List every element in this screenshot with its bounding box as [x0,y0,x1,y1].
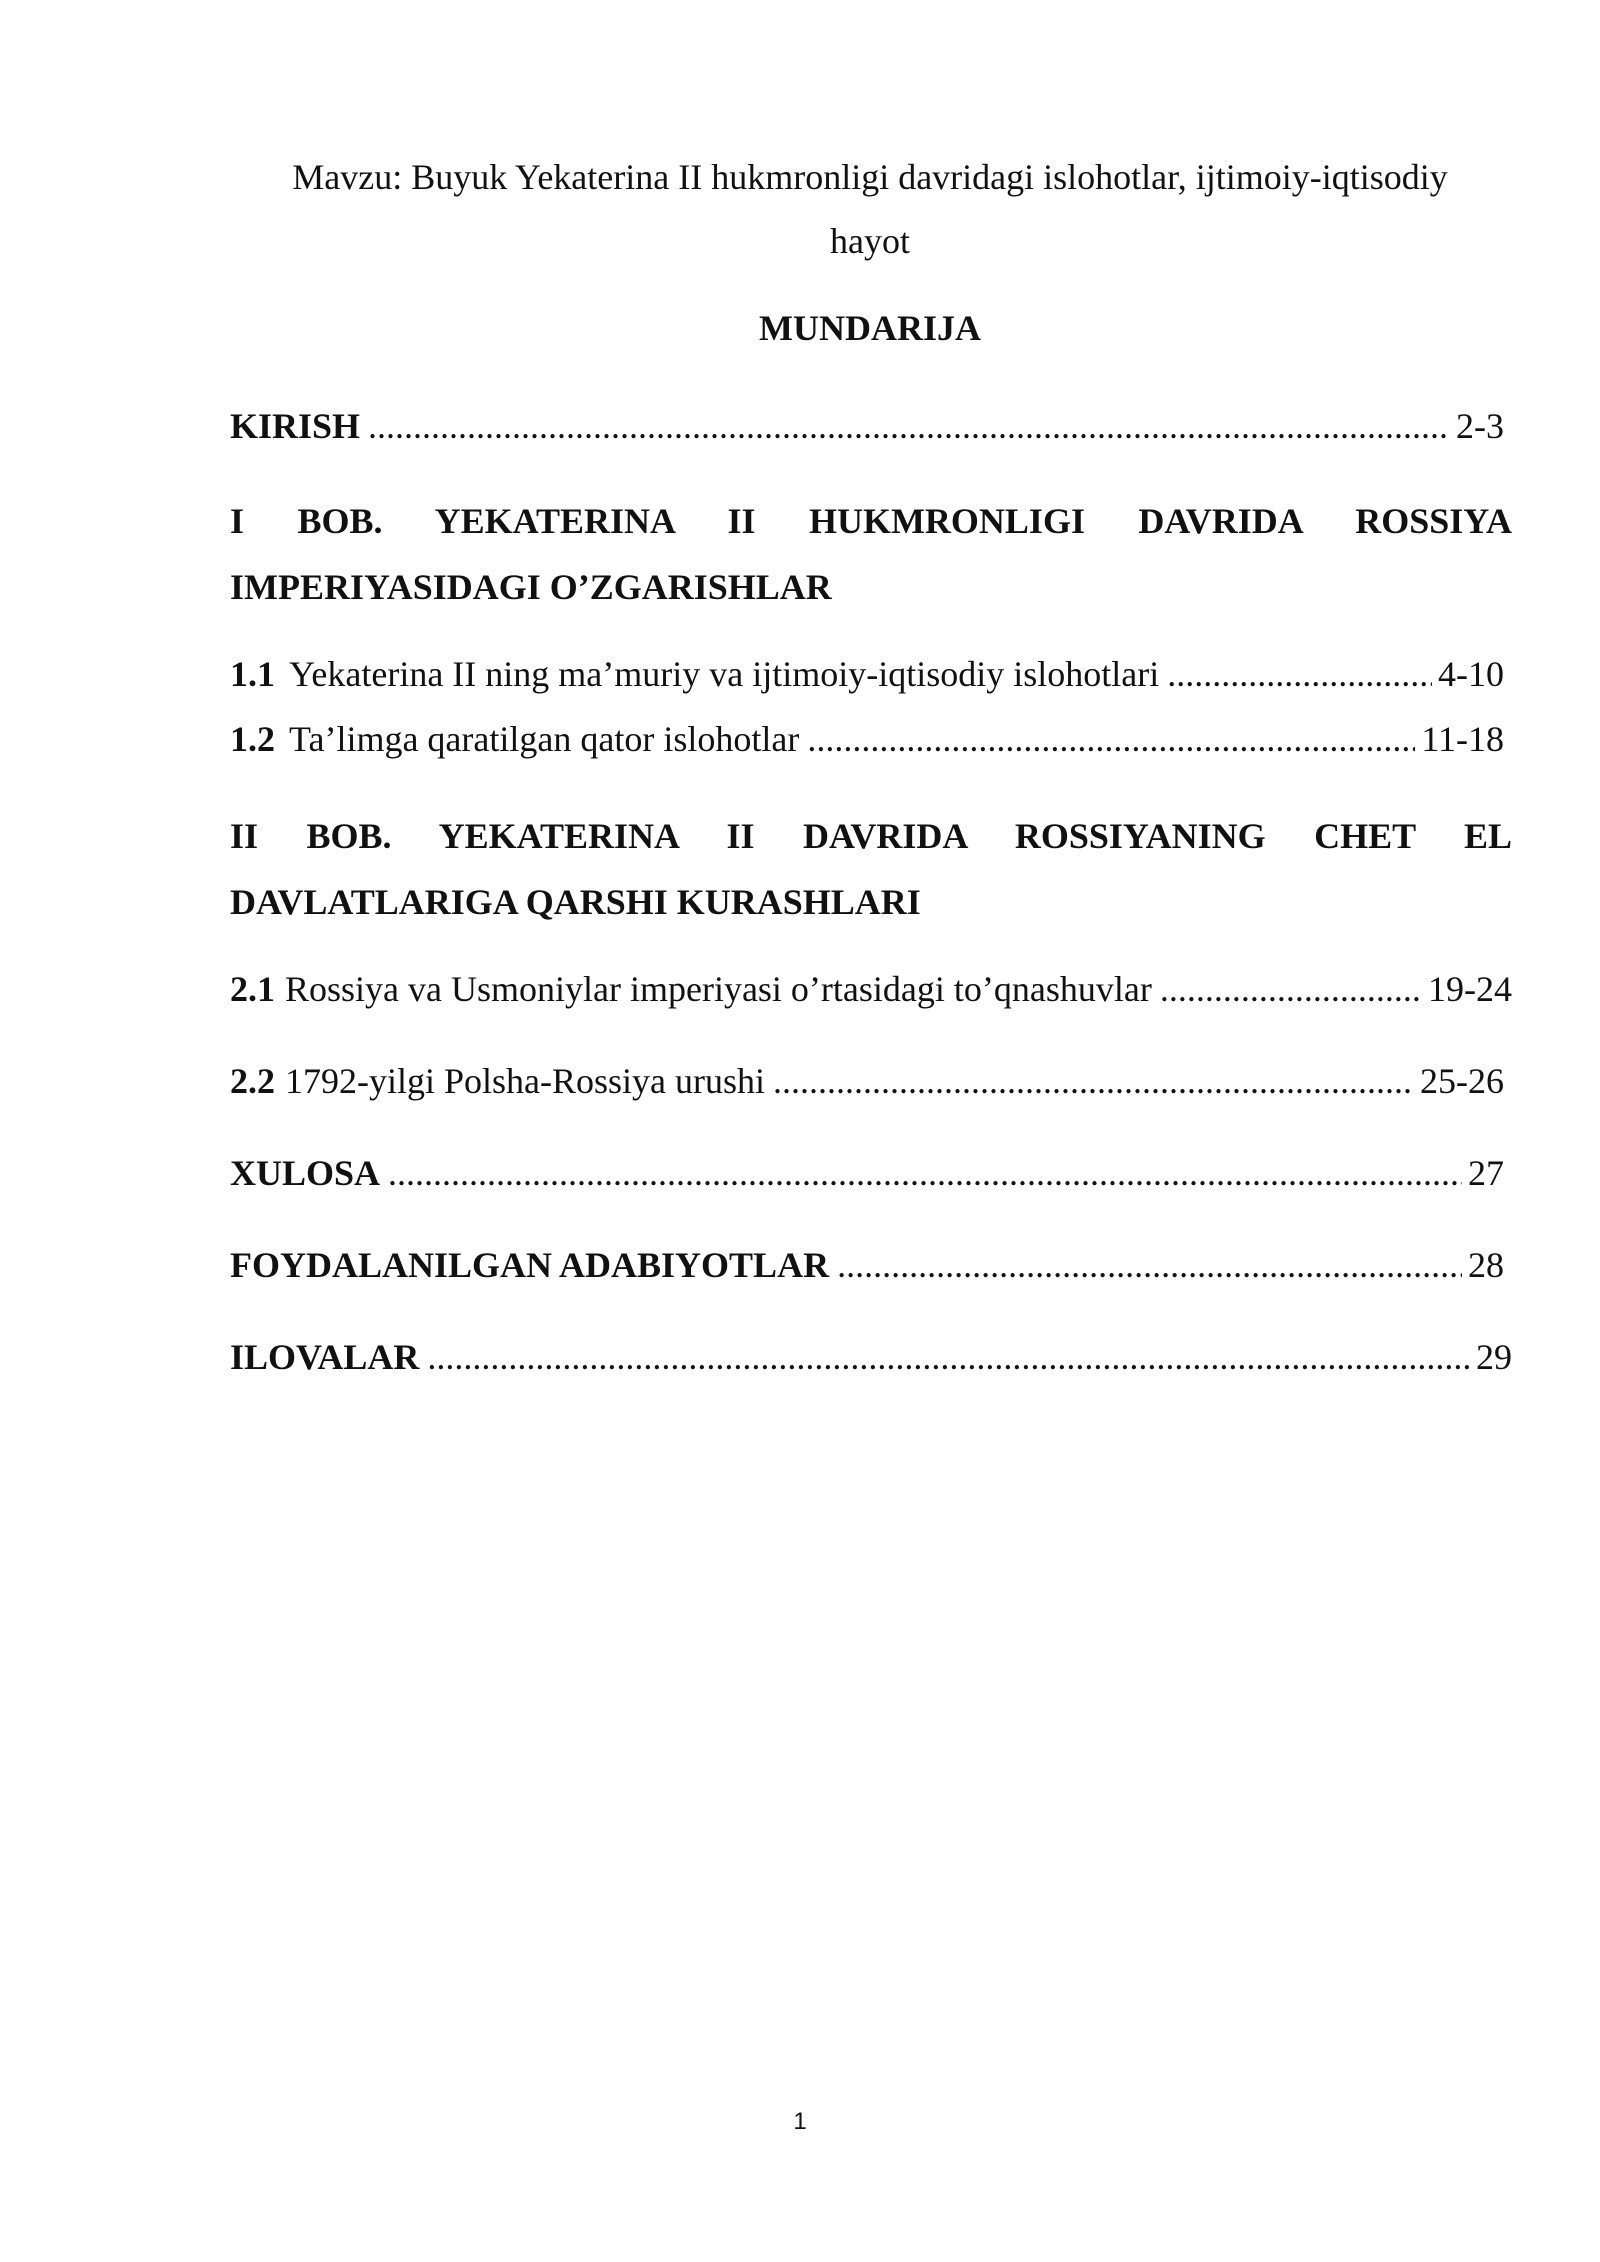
toc-entry-label: KIRISH [230,406,361,446]
section-title: Ta’limga qaratilgan qator islohotlar [289,719,800,759]
toc-entry-page: 29 [1476,1337,1512,1377]
dot-leader [368,403,1450,449]
topic-line-2: hayot [830,221,910,261]
dot-leader [807,716,1415,762]
dot-leader [1160,966,1422,1012]
toc-entry-section-1-2 [230,716,1504,762]
toc-entry-page: 19-24 [1428,969,1512,1009]
toc-entry-page: 2-3 [1456,406,1504,446]
section-number: 2.2 [230,1061,275,1101]
chapter-title-line-2: DAVLATLARIGA QARSHI KURASHLARI [230,882,921,922]
dot-leader [1167,651,1432,697]
toc-entry-adabiyotlar [230,1242,1504,1288]
toc-entry-section-1-1 [230,651,1504,697]
toc-entry-label: XULOSA [230,1153,381,1193]
toc-entry-page: 11-18 [1421,719,1504,759]
toc-entry-page: 28 [1468,1245,1504,1285]
topic-line-1: Mavzu: Buyuk Yekaterina II hukmronligi davridagi islohotlar, ijtimoiy-iqtisodiy [292,157,1448,197]
dot-leader [773,1058,1414,1104]
section-title: Rossiya va Usmoniylar imperiyasi o’rtasidagi to’qnashuvlar [285,969,1152,1009]
chapter-title-line-2: IMPERIYASIDAGI O’ZGARISHLAR [230,567,832,607]
toc-entry-label: FOYDALANILGAN ADABIYOTLAR [230,1245,830,1285]
toc-entry-page: 4-10 [1438,654,1504,694]
toc-chapter-2 [230,803,1512,935]
section-number: 2.1 [230,969,275,1009]
toc-entry-ilovalar [230,1334,1512,1380]
dot-leader [837,1242,1462,1288]
chapter-title-line-1: II BOB. YEKATERINA II DAVRIDA ROSSIYANING CHET EL [230,816,1512,856]
chapter-title-line-1: I BOB. YEKATERINA II HUKMRONLIGI DAVRIDA ROSSIYA [230,501,1512,541]
topic-title [230,145,1510,273]
toc-entry-section-2-2 [230,1058,1504,1104]
section-title: 1792-yilgi Polsha-Rossiya urushi [285,1061,766,1101]
toc-entry-section-2-1 [230,966,1512,1012]
toc-heading: MUNDARIJA [759,308,981,348]
toc-entry-page: 25-26 [1420,1061,1504,1101]
section-number: 1.2 [230,719,275,759]
page-number: 1 [793,2108,807,2135]
toc-entry-label: ILOVALAR [230,1337,420,1377]
toc-entry-kirish [230,403,1504,449]
toc-chapter-1 [230,488,1512,620]
dot-leader [388,1150,1462,1196]
dot-leader [427,1334,1470,1380]
toc-entry-page: 27 [1468,1153,1504,1193]
toc-entry-xulosa [230,1150,1504,1196]
section-title: Yekaterina II ning ma’muriy va ijtimoiy-iqtisodiy islohotlari [289,654,1160,694]
section-number: 1.1 [230,654,275,694]
